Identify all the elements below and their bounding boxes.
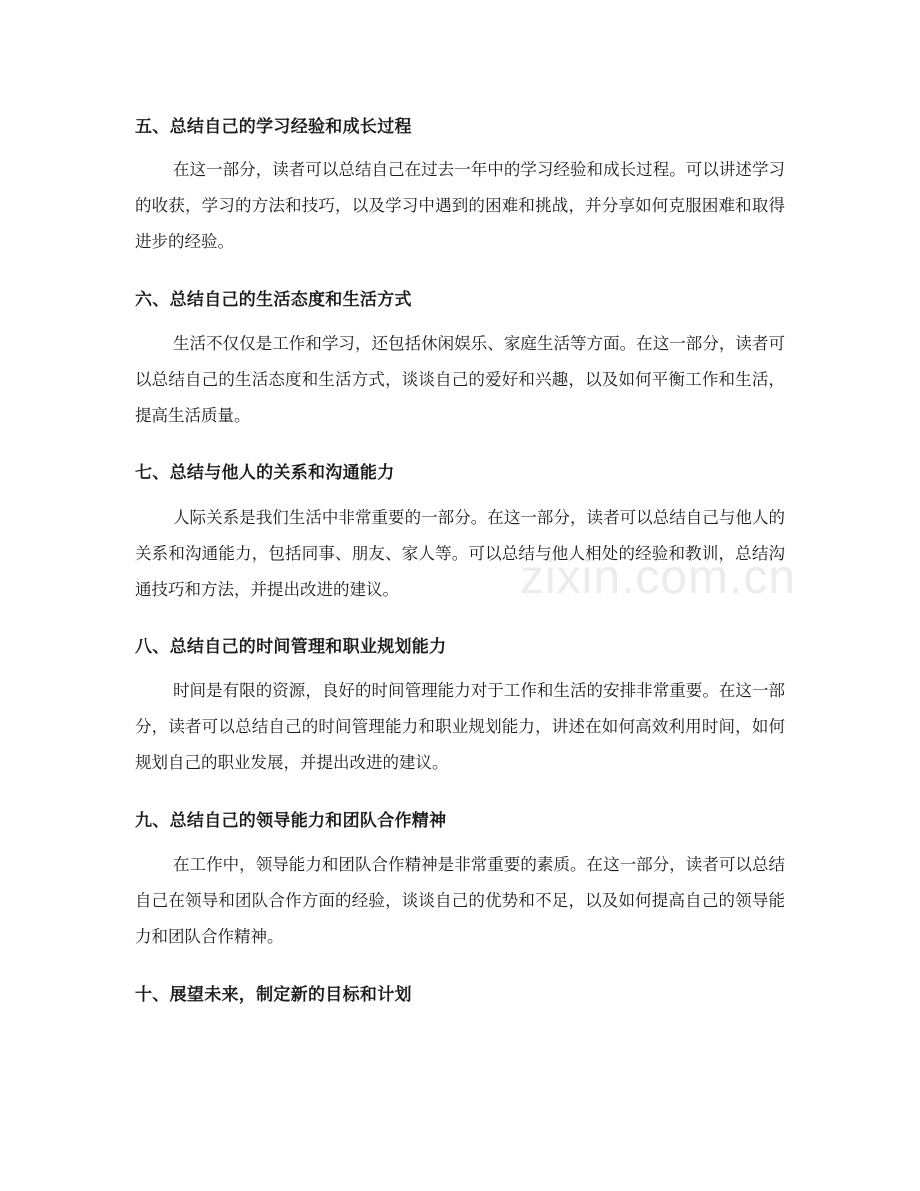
section-6-paragraph: 生活不仅仅是工作和学习，还包括休闲娱乐、家庭生活等方面。在这一部分，读者可以总结自己的生活态度和生活方式，谈谈自己的爱好和兴趣，以及如何平衡工作和生活，提高生活质量。 [135,334,785,425]
section-5-heading: 五、总结自己的学习经验和成长过程 [135,117,412,137]
section-7-heading: 七、总结与他人的关系和沟通能力 [135,463,395,483]
section-5-paragraph: 在这一部分，读者可以总结自己在过去一年中的学习经验和成长过程。可以讲述学习的收获，学习的方法和技巧，以及学习中遇到的困难和挑战，并分享如何克服困难和取得进步的经验。 [135,160,785,251]
section-8-paragraph: 时间是有限的资源，良好的时间管理能力对于工作和生活的安排非常重要。在这一部分，读者可以总结自己的时间管理能力和职业规划能力，讲述在如何高效利用时间，如何规划自己的职业发展，并提出改进的建议。 [135,681,785,772]
section-10-heading: 十、展望未来，制定新的目标和计划 [135,985,412,1005]
section-9-heading: 九、总结自己的领导能力和团队合作精神 [135,811,447,831]
section-9-paragraph: 在工作中，领导能力和团队合作精神是非常重要的素质。在这一部分，读者可以总结自己在领导和团队合作方面的经验，谈谈自己的优势和不足，以及如何提高自己的领导能力和团队合作精神。 [135,855,785,946]
section-7-paragraph: 人际关系是我们生活中非常重要的一部分。在这一部分，读者可以总结自己与他人的关系和沟通能力，包括同事、朋友、家人等。可以总结与他人相处的经验和教训，总结沟通技巧和方法，并提出改进的建议。 [135,508,785,599]
section-6-heading: 六、总结自己的生活态度和生活方式 [135,290,412,310]
watermark-text: zixin.com.cn [520,551,797,604]
section-8-heading: 八、总结自己的时间管理和职业规划能力 [135,637,447,657]
